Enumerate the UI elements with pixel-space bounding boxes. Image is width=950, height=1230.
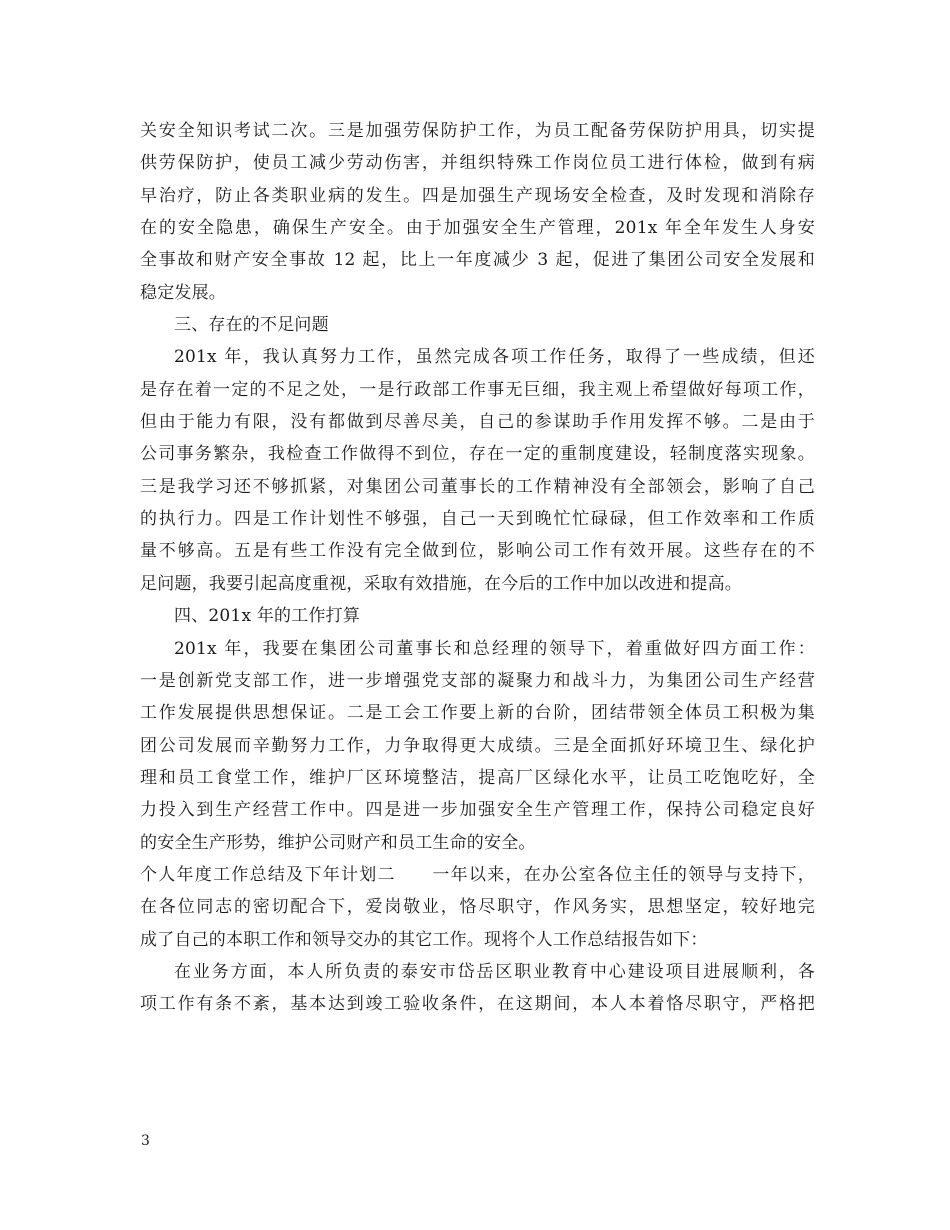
text-line: 201x 年，我要在集团公司董事长和总经理的领导下，着重做好四方面工作： [174, 638, 815, 659]
text-line: 公司事务繁杂，我检查工作做得不到位，存在一定的重制度建设，轻制度落实现象。 [140, 444, 815, 465]
section-heading: 三、存在的不足问题 [174, 315, 329, 336]
text-line: 但由于能力有限，没有都做到尽善尽美，自己的参谋助手作用发挥不够。二是由于 [140, 412, 815, 433]
text-line: 供劳保防护，使员工减少劳动伤害，并组织特殊工作岗位员工进行体检，做到有病 [140, 153, 815, 174]
text-line: 工作发展提供思想保证。二是工会工作要上新的台阶，团结带领全体员工积极为集 [140, 703, 815, 724]
text-line: 个人年度工作总结及下年计划二 一年以来，在办公室各位主任的领导与支持下， [140, 864, 815, 885]
text-line: 全事故和财产安全事故 12 起，比上一年度减少 3 起，促进了集团公司安全发展和 [140, 250, 815, 271]
text-line: 在的安全隐患，确保生产安全。由于加强安全生产管理，201x 年全年发生人身安 [140, 218, 815, 239]
text-line: 一是创新党支部工作，进一步增强党支部的凝聚力和战斗力，为集团公司生产经营 [140, 670, 815, 691]
text-line: 在业务方面，本人所负责的泰安市岱岳区职业教育中心建设项目进展顺利，各 [174, 961, 815, 982]
text-line: 足问题，我要引起高度重视，采取有效措施，在今后的工作中加以改进和提高。 [140, 573, 742, 594]
text-line: 成了自己的本职工作和领导交办的其它工作。现将个人工作总结报告如下： [140, 929, 708, 950]
page-number: 3 [141, 1133, 150, 1149]
document-page [140, 115, 815, 1021]
text-line: 是存在着一定的不足之处，一是行政部工作事无巨细，我主观上希望做好每项工作， [140, 379, 815, 400]
text-line: 理和员工食堂工作，维护厂区环境整洁，提高厂区绿化水平，让员工吃饱吃好，全 [140, 767, 815, 788]
text-line: 在各位同志的密切配合下，爱岗敬业，恪尽职守，作风务实，思想坚定，较好地完 [140, 897, 815, 918]
text-line: 早治疗，防止各类职业病的发生。四是加强生产现场安全检查，及时发现和消除存 [140, 185, 815, 206]
text-line: 量不够高。五是有些工作没有完全做到位，影响公司工作有效开展。这些存在的不 [140, 541, 815, 562]
text-line: 关安全知识考试二次。三是加强劳保防护工作，为员工配备劳保防护用具，切实提 [140, 121, 815, 141]
text-line: 的安全生产形势，维护公司财产和员工生命的安全。 [140, 832, 536, 853]
text-line: 团公司发展而辛勤努力工作，力争取得更大成绩。三是全面抓好环境卫生、绿化护 [140, 735, 815, 756]
text-line: 项工作有条不紊，基本达到竣工验收条件，在这期间，本人本着恪尽职守，严格把 [140, 994, 815, 1015]
section-heading: 四、201x 年的工作打算 [174, 606, 361, 627]
text-line: 三是我学习还不够抓紧，对集团公司董事长的工作精神没有全部领会，影响了自己 [140, 476, 815, 497]
text-line: 力投入到生产经营工作中。四是进一步加强安全生产管理工作，保持公司稳定良好 [140, 800, 815, 821]
text-line: 的执行力。四是工作计划性不够强，自己一天到晚忙忙碌碌，但工作效率和工作质 [140, 509, 815, 530]
text-line: 稳定发展。 [140, 282, 226, 303]
text-line: 201x 年，我认真努力工作，虽然完成各项工作任务，取得了一些成绩，但还 [174, 347, 815, 368]
